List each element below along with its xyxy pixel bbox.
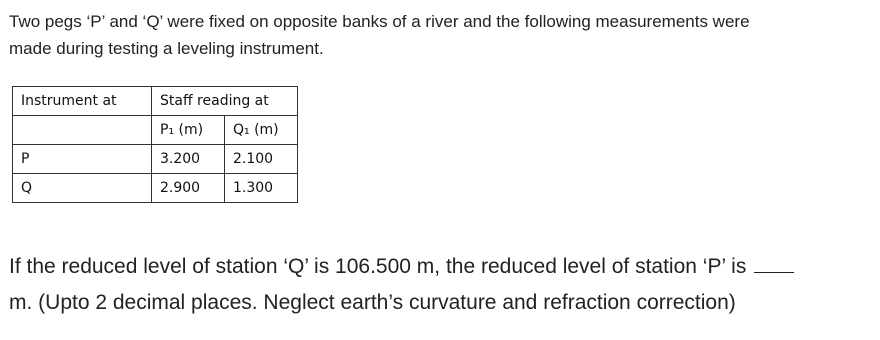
problem-intro (9, 8, 869, 62)
header-staff-reading-at: Staff reading at (152, 87, 298, 116)
subheader-empty-cell (13, 116, 152, 145)
table-row (13, 145, 298, 174)
staff-readings-table (12, 86, 298, 203)
row-q1-reading: 1.300 (225, 174, 298, 203)
question-line-2: m. (Upto 2 decimal places. Neglect earth’s curvature and refraction correction) (9, 291, 736, 314)
table-row (13, 174, 298, 203)
row-p1-reading: 3.200 (152, 145, 225, 174)
subheader-p1: P₁ (m) (152, 116, 225, 145)
question-text (9, 249, 873, 321)
row-instrument: Q (13, 174, 152, 203)
readings-table-container (12, 86, 298, 203)
intro-line-2: made during testing a leveling instrument. (9, 39, 324, 58)
question-line-1: If the reduced level of station ‘Q’ is 106.500 m, the reduced level of station ‘P’ is (9, 255, 747, 278)
intro-line-1: Two pegs ‘P’ and ‘Q’ were fixed on opposite banks of a river and the following measurements were (9, 12, 750, 31)
row-q1-reading: 2.100 (225, 145, 298, 174)
row-p1-reading: 2.900 (152, 174, 225, 203)
subheader-q1: Q₁ (m) (225, 116, 298, 145)
header-instrument-at: Instrument at (13, 87, 152, 116)
table-subheader-row (13, 116, 298, 145)
answer-blank (754, 254, 794, 273)
table-header-row (13, 87, 298, 116)
row-instrument: P (13, 145, 152, 174)
